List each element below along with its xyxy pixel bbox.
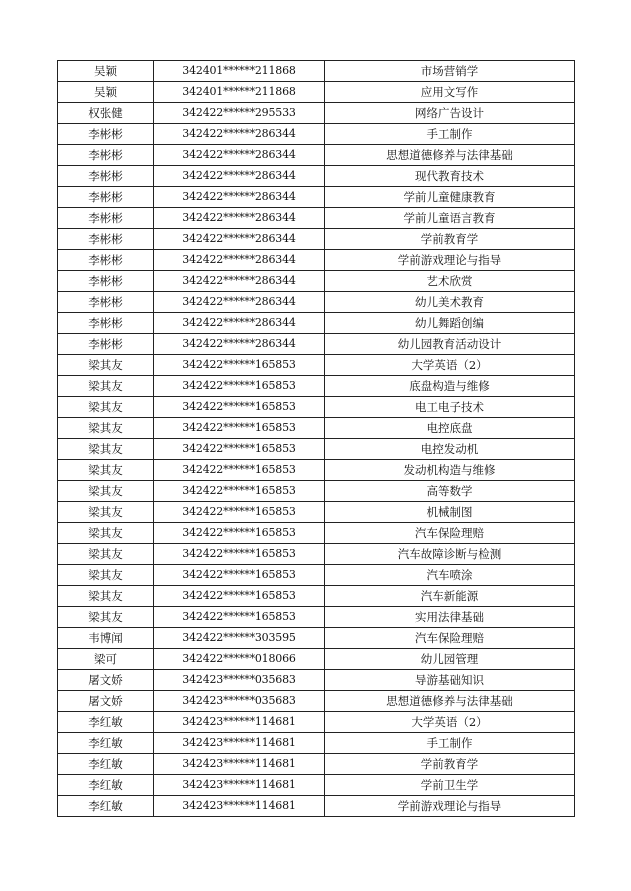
course-name-cell: 实用法律基础: [325, 607, 575, 628]
id-number-cell: 342422******286344: [154, 229, 325, 250]
student-name-cell: 李彬彬: [58, 313, 154, 334]
course-name-cell: 大学英语（2）: [325, 712, 575, 733]
course-name-cell: 手工制作: [325, 733, 575, 754]
student-name-cell: 屠文娇: [58, 670, 154, 691]
id-number-cell: 342422******165853: [154, 586, 325, 607]
student-name-cell: 梁其友: [58, 418, 154, 439]
student-name-cell: 李彬彬: [58, 292, 154, 313]
id-number-cell: 342422******286344: [154, 145, 325, 166]
student-name-cell: 韦博闻: [58, 628, 154, 649]
student-name-cell: 李彬彬: [58, 166, 154, 187]
course-name-cell: 学前游戏理论与指导: [325, 796, 575, 817]
course-name-cell: 幼儿舞蹈创编: [325, 313, 575, 334]
table-row: [58, 523, 575, 544]
id-number-cell: 342422******165853: [154, 544, 325, 565]
course-name-cell: 汽车新能源: [325, 586, 575, 607]
table-row: [58, 775, 575, 796]
course-name-cell: 汽车故障诊断与检测: [325, 544, 575, 565]
id-number-cell: 342422******165853: [154, 523, 325, 544]
table-row: [58, 124, 575, 145]
table-row: [58, 796, 575, 817]
table-row: [58, 418, 575, 439]
table-row: [58, 754, 575, 775]
student-name-cell: 梁可: [58, 649, 154, 670]
student-name-cell: 吴颖: [58, 61, 154, 82]
table-row: [58, 187, 575, 208]
course-name-cell: 现代教育技术: [325, 166, 575, 187]
table-row: [58, 586, 575, 607]
table-row: [58, 544, 575, 565]
student-name-cell: 梁其友: [58, 544, 154, 565]
id-number-cell: 342422******286344: [154, 292, 325, 313]
table-row: [58, 166, 575, 187]
table-row: [58, 502, 575, 523]
id-number-cell: 342422******165853: [154, 397, 325, 418]
student-name-cell: 权张健: [58, 103, 154, 124]
course-name-cell: 学前教育学: [325, 229, 575, 250]
id-number-cell: 342422******165853: [154, 439, 325, 460]
course-name-cell: 幼儿园管理: [325, 649, 575, 670]
student-name-cell: 李红敏: [58, 754, 154, 775]
course-name-cell: 大学英语（2）: [325, 355, 575, 376]
table-row: [58, 439, 575, 460]
table-row: [58, 712, 575, 733]
table-row: [58, 460, 575, 481]
student-name-cell: 梁其友: [58, 397, 154, 418]
student-name-cell: 李彬彬: [58, 187, 154, 208]
records-table: [57, 60, 575, 817]
student-name-cell: 梁其友: [58, 586, 154, 607]
records-table-body: [58, 61, 575, 817]
table-row: [58, 250, 575, 271]
table-row: [58, 229, 575, 250]
table-row: [58, 649, 575, 670]
student-name-cell: 梁其友: [58, 355, 154, 376]
course-name-cell: 学前游戏理论与指导: [325, 250, 575, 271]
table-row: [58, 607, 575, 628]
student-name-cell: 李彬彬: [58, 145, 154, 166]
student-name-cell: 梁其友: [58, 523, 154, 544]
course-name-cell: 艺术欣赏: [325, 271, 575, 292]
id-number-cell: 342423******035683: [154, 691, 325, 712]
course-name-cell: 手工制作: [325, 124, 575, 145]
id-number-cell: 342401******211868: [154, 82, 325, 103]
id-number-cell: 342422******286344: [154, 187, 325, 208]
student-name-cell: 梁其友: [58, 481, 154, 502]
table-row: [58, 733, 575, 754]
id-number-cell: 342422******286344: [154, 250, 325, 271]
id-number-cell: 342423******035683: [154, 670, 325, 691]
id-number-cell: 342422******018066: [154, 649, 325, 670]
id-number-cell: 342422******165853: [154, 355, 325, 376]
table-row: [58, 691, 575, 712]
table-row: [58, 334, 575, 355]
id-number-cell: 342422******303595: [154, 628, 325, 649]
table-row: [58, 292, 575, 313]
student-name-cell: 梁其友: [58, 376, 154, 397]
student-name-cell: 李彬彬: [58, 334, 154, 355]
id-number-cell: 342423******114681: [154, 754, 325, 775]
id-number-cell: 342422******165853: [154, 418, 325, 439]
course-name-cell: 学前儿童语言教育: [325, 208, 575, 229]
id-number-cell: 342423******114681: [154, 796, 325, 817]
course-name-cell: 学前卫生学: [325, 775, 575, 796]
course-name-cell: 机械制图: [325, 502, 575, 523]
table-row: [58, 376, 575, 397]
course-name-cell: 幼儿园教育活动设计: [325, 334, 575, 355]
course-name-cell: 思想道德修养与法律基础: [325, 691, 575, 712]
course-name-cell: 高等数学: [325, 481, 575, 502]
id-number-cell: 342422******286344: [154, 334, 325, 355]
id-number-cell: 342401******211868: [154, 61, 325, 82]
course-name-cell: 汽车保险理赔: [325, 523, 575, 544]
student-name-cell: 李红敏: [58, 733, 154, 754]
student-name-cell: 吴颖: [58, 82, 154, 103]
student-name-cell: 李红敏: [58, 796, 154, 817]
student-name-cell: 李彬彬: [58, 229, 154, 250]
id-number-cell: 342422******165853: [154, 502, 325, 523]
id-number-cell: 342423******114681: [154, 712, 325, 733]
course-name-cell: 应用文写作: [325, 82, 575, 103]
table-row: [58, 670, 575, 691]
course-name-cell: 学前儿童健康教育: [325, 187, 575, 208]
id-number-cell: 342422******286344: [154, 208, 325, 229]
course-name-cell: 汽车喷涂: [325, 565, 575, 586]
table-row: [58, 481, 575, 502]
course-name-cell: 汽车保险理赔: [325, 628, 575, 649]
student-name-cell: 梁其友: [58, 502, 154, 523]
id-number-cell: 342422******286344: [154, 166, 325, 187]
student-name-cell: 李红敏: [58, 775, 154, 796]
id-number-cell: 342422******165853: [154, 607, 325, 628]
table-row: [58, 61, 575, 82]
student-name-cell: 李彬彬: [58, 271, 154, 292]
id-number-cell: 342422******165853: [154, 460, 325, 481]
course-name-cell: 电控发动机: [325, 439, 575, 460]
student-name-cell: 梁其友: [58, 460, 154, 481]
id-number-cell: 342422******165853: [154, 565, 325, 586]
table-row: [58, 397, 575, 418]
id-number-cell: 342422******165853: [154, 376, 325, 397]
course-name-cell: 市场营销学: [325, 61, 575, 82]
id-number-cell: 342422******286344: [154, 124, 325, 145]
student-name-cell: 李红敏: [58, 712, 154, 733]
id-number-cell: 342422******165853: [154, 481, 325, 502]
student-name-cell: 李彬彬: [58, 250, 154, 271]
course-name-cell: 电工电子技术: [325, 397, 575, 418]
student-name-cell: 梁其友: [58, 565, 154, 586]
table-row: [58, 313, 575, 334]
student-name-cell: 屠文娇: [58, 691, 154, 712]
id-number-cell: 342423******114681: [154, 775, 325, 796]
table-row: [58, 565, 575, 586]
student-name-cell: 李彬彬: [58, 208, 154, 229]
table-row: [58, 271, 575, 292]
table-row: [58, 355, 575, 376]
id-number-cell: 342422******286344: [154, 313, 325, 334]
course-name-cell: 学前教育学: [325, 754, 575, 775]
course-name-cell: 导游基础知识: [325, 670, 575, 691]
table-row: [58, 208, 575, 229]
table-row: [58, 628, 575, 649]
course-name-cell: 底盘构造与维修: [325, 376, 575, 397]
student-name-cell: 李彬彬: [58, 124, 154, 145]
student-name-cell: 梁其友: [58, 439, 154, 460]
id-number-cell: 342422******295533: [154, 103, 325, 124]
id-number-cell: 342422******286344: [154, 271, 325, 292]
table-row: [58, 103, 575, 124]
table-row: [58, 145, 575, 166]
course-name-cell: 幼儿美术教育: [325, 292, 575, 313]
student-name-cell: 梁其友: [58, 607, 154, 628]
course-name-cell: 发动机构造与维修: [325, 460, 575, 481]
course-name-cell: 电控底盘: [325, 418, 575, 439]
table-row: [58, 82, 575, 103]
id-number-cell: 342423******114681: [154, 733, 325, 754]
course-name-cell: 思想道德修养与法律基础: [325, 145, 575, 166]
course-name-cell: 网络广告设计: [325, 103, 575, 124]
